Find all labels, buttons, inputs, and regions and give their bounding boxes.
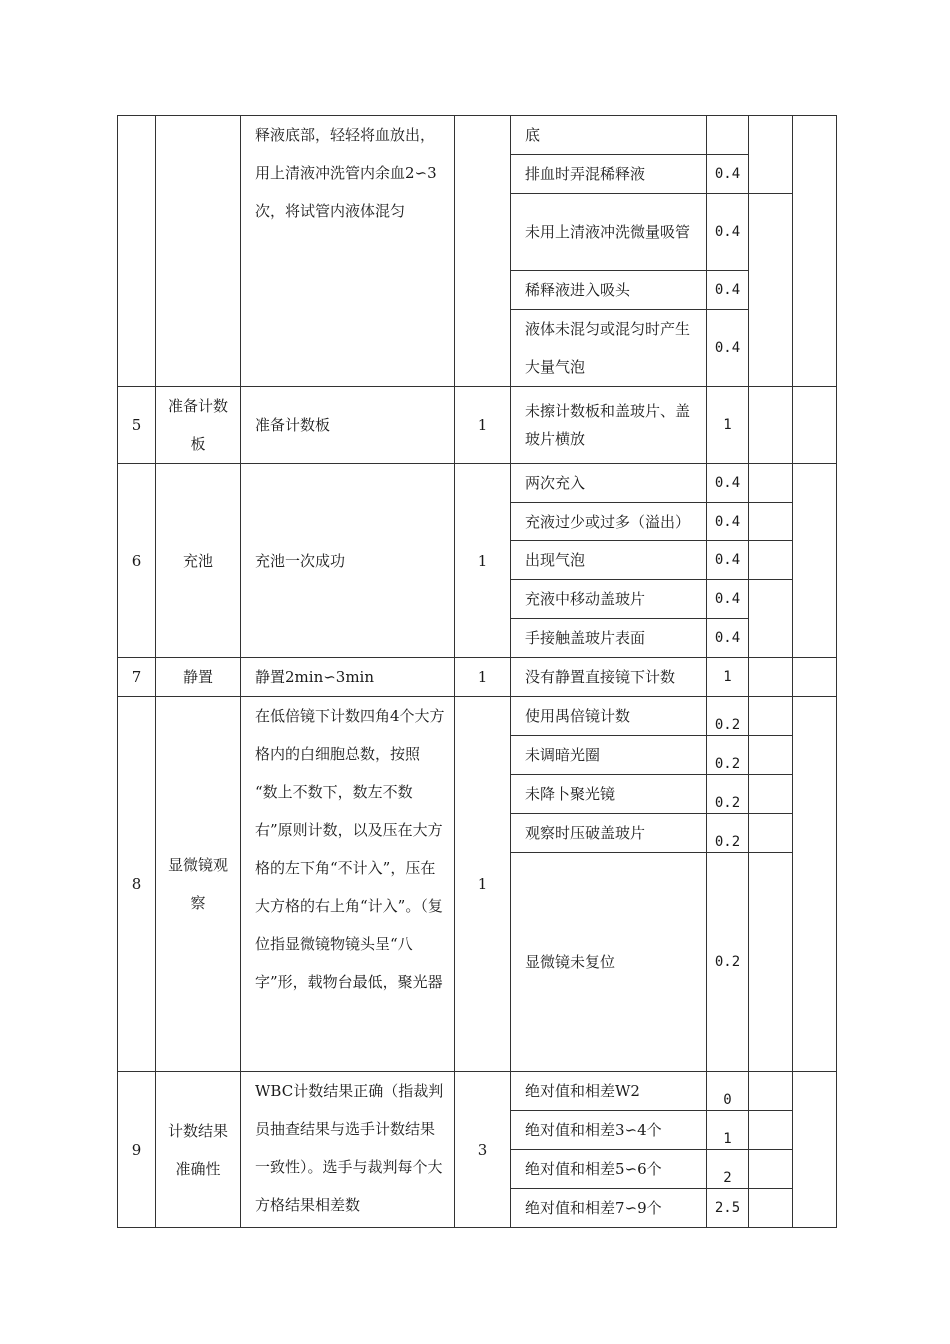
deduction-text: 绝对值和相差W2 <box>511 1072 707 1111</box>
blank-cell <box>749 1150 793 1189</box>
deduction-points: 0 <box>707 1072 749 1111</box>
step-item: 充池 <box>156 464 241 658</box>
blank-cell <box>749 658 793 697</box>
deduction-points: 0.2 <box>707 775 749 814</box>
deduction-text: 稀释液进入吸头 <box>511 271 707 310</box>
blank-cell <box>749 194 793 387</box>
deduction-points: 0.4 <box>707 155 749 194</box>
deduction-text: 未调暗光圈 <box>511 736 707 775</box>
deduction-points: 1 <box>707 387 749 464</box>
step-requirement: 充池一次成功 <box>241 464 455 658</box>
blank-cell <box>749 775 793 814</box>
step-item: 静置 <box>156 658 241 697</box>
deduction-points: 0.4 <box>707 503 749 541</box>
deduction-text: 排血时弄混稀释液 <box>511 155 707 194</box>
deduction-points <box>707 116 749 155</box>
deduction-points: 0.4 <box>707 619 749 658</box>
blank-cell <box>749 1189 793 1228</box>
deduction-text: 未降卜聚光镜 <box>511 775 707 814</box>
deduction-points: 0.4 <box>707 271 749 310</box>
step-score: 1 <box>455 464 511 658</box>
blank-cell <box>749 736 793 775</box>
step-score: 1 <box>455 387 511 464</box>
deduction-points: 0.2 <box>707 697 749 736</box>
step-score <box>455 116 511 387</box>
deduction-points: 0.4 <box>707 194 749 271</box>
deduction-text: 手接触盖玻片表面 <box>511 619 707 658</box>
deduction-points: 0.4 <box>707 464 749 503</box>
scoring-table <box>117 115 837 1228</box>
deduction-text: 两次充入 <box>511 464 707 503</box>
step-score: 1 <box>455 697 511 1072</box>
deduction-points: 0.2 <box>707 736 749 775</box>
step-number <box>118 116 156 387</box>
blank-cell <box>793 1072 837 1228</box>
deduction-points: 0.2 <box>707 814 749 853</box>
blank-cell <box>793 658 837 697</box>
deduction-points: 1 <box>707 658 749 697</box>
deduction-text: 显微镜未复位 <box>511 853 707 1072</box>
blank-cell <box>749 541 793 580</box>
blank-cell <box>749 1072 793 1111</box>
step-number: 6 <box>118 464 156 658</box>
step-number: 5 <box>118 387 156 464</box>
table-row <box>118 387 837 464</box>
deduction-text: 绝对值和相差5∽6个 <box>511 1150 707 1189</box>
blank-cell <box>749 1111 793 1150</box>
deduction-text: 充液过少或过多（溢出） <box>511 503 707 541</box>
step-score: 3 <box>455 1072 511 1228</box>
table-row <box>118 116 837 155</box>
blank-cell <box>749 116 793 194</box>
table-row <box>118 464 837 503</box>
deduction-text: 充液中移动盖玻片 <box>511 580 707 619</box>
deduction-points: 0.4 <box>707 580 749 619</box>
deduction-text: 绝对值和相差7∽9个 <box>511 1189 707 1228</box>
table-row <box>118 658 837 697</box>
step-requirement: WBC计数结果正确（指裁判员抽查结果与选手计数结果一致性）。选手与裁判每个大方格结果相差数 <box>241 1072 455 1228</box>
blank-cell <box>749 697 793 736</box>
table-row <box>118 697 837 736</box>
step-requirement: 静置2min∽3min <box>241 658 455 697</box>
step-item: 计数结果准确性 <box>156 1072 241 1228</box>
blank-cell <box>749 503 793 541</box>
blank-cell <box>793 464 837 658</box>
step-item: 准备计数板 <box>156 387 241 464</box>
blank-cell <box>793 116 837 387</box>
deduction-text: 未用上清液冲洗微量吸管 <box>511 194 707 271</box>
deduction-text: 液体未混匀或混匀时产生大量气泡 <box>511 310 707 387</box>
deduction-text: 观察时压破盖玻片 <box>511 814 707 853</box>
step-score: 1 <box>455 658 511 697</box>
step-number: 7 <box>118 658 156 697</box>
deduction-text: 出现气泡 <box>511 541 707 580</box>
deduction-text: 没有静置直接镜下计数 <box>511 658 707 697</box>
deduction-points: 0.2 <box>707 853 749 1072</box>
step-number: 8 <box>118 697 156 1072</box>
blank-cell <box>749 387 793 464</box>
step-number: 9 <box>118 1072 156 1228</box>
step-requirement: 准备计数板 <box>241 387 455 464</box>
deduction-points: 2 <box>707 1150 749 1189</box>
blank-cell <box>749 464 793 503</box>
blank-cell <box>749 814 793 853</box>
deduction-text: 绝对值和相差3∽4个 <box>511 1111 707 1150</box>
step-requirement: 在低倍镜下计数四角4个大方格内的白细胞总数，按照 “数上不数下，数左不数右”原则计数，以及压在大方格的左下角“不计入”，压在大方格的右上角“计入”。（复位指显微镜物镜头呈“八字”形，载物台最低，聚光器 <box>241 697 455 1072</box>
blank-cell <box>749 853 793 1072</box>
deduction-points: 0.4 <box>707 310 749 387</box>
deduction-text: 未擦计数板和盖玻片、盖 玻片横放 <box>511 387 707 464</box>
deduction-text: 使用禺倍镜计数 <box>511 697 707 736</box>
step-item: 显微镜观察 <box>156 697 241 1072</box>
table-row <box>118 1072 837 1111</box>
deduction-points: 0.4 <box>707 541 749 580</box>
blank-cell <box>749 580 793 658</box>
blank-cell <box>793 387 837 464</box>
deduction-points: 1 <box>707 1111 749 1150</box>
deduction-points: 2.5 <box>707 1189 749 1228</box>
step-item <box>156 116 241 387</box>
step-requirement: 释液底部，轻轻将血放出，用上清液冲洗管内余血2∽3次，将试管内液体混匀 <box>241 116 455 387</box>
blank-cell <box>793 697 837 1072</box>
deduction-text: 底 <box>511 116 707 155</box>
